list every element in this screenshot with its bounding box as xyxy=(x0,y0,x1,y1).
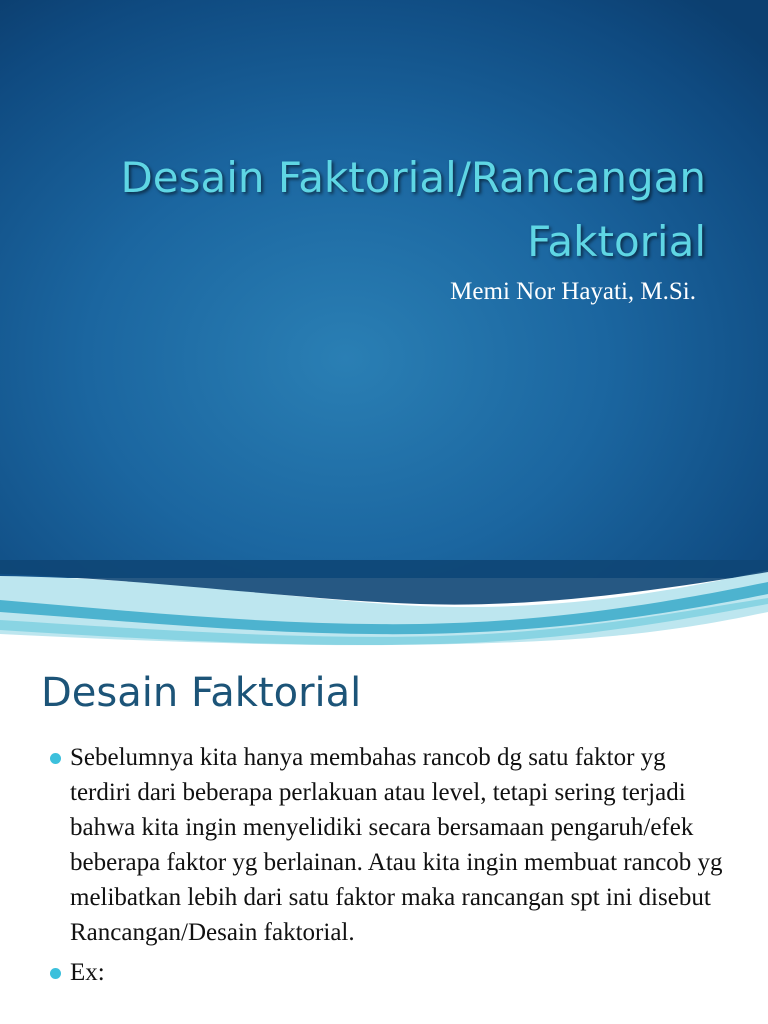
wave-decoration xyxy=(0,560,768,652)
slide-title: Desain Faktorial/Rancangan Faktorial xyxy=(120,153,706,266)
content-slide-title: Desain Faktorial xyxy=(41,670,362,716)
bullet-dot-icon xyxy=(50,968,61,979)
bullet-dot-icon xyxy=(50,753,61,764)
content-slide xyxy=(0,652,768,1024)
bullet-list xyxy=(50,740,730,995)
slide-subtitle: Memi Nor Hayati, M.Si. xyxy=(450,278,696,305)
bullet-item xyxy=(50,740,730,950)
bullet-item xyxy=(50,955,730,990)
bullet-text: Ex: xyxy=(70,959,105,986)
bullet-text: Sebelumnya kita hanya membahas rancob dg satu faktor yg terdiri dari beberapa perlakuan atau level, tetapi sering terjadi bahwa kita ingin menyelidiki secara bersamaan pengaruh/efek beberapa faktor yg berlainan. Atau kita ingin membuat rancob yg melibatkan lebih dari satu faktor maka rancangan spt ini disebut Rancangan/Desain faktorial. xyxy=(70,744,723,946)
